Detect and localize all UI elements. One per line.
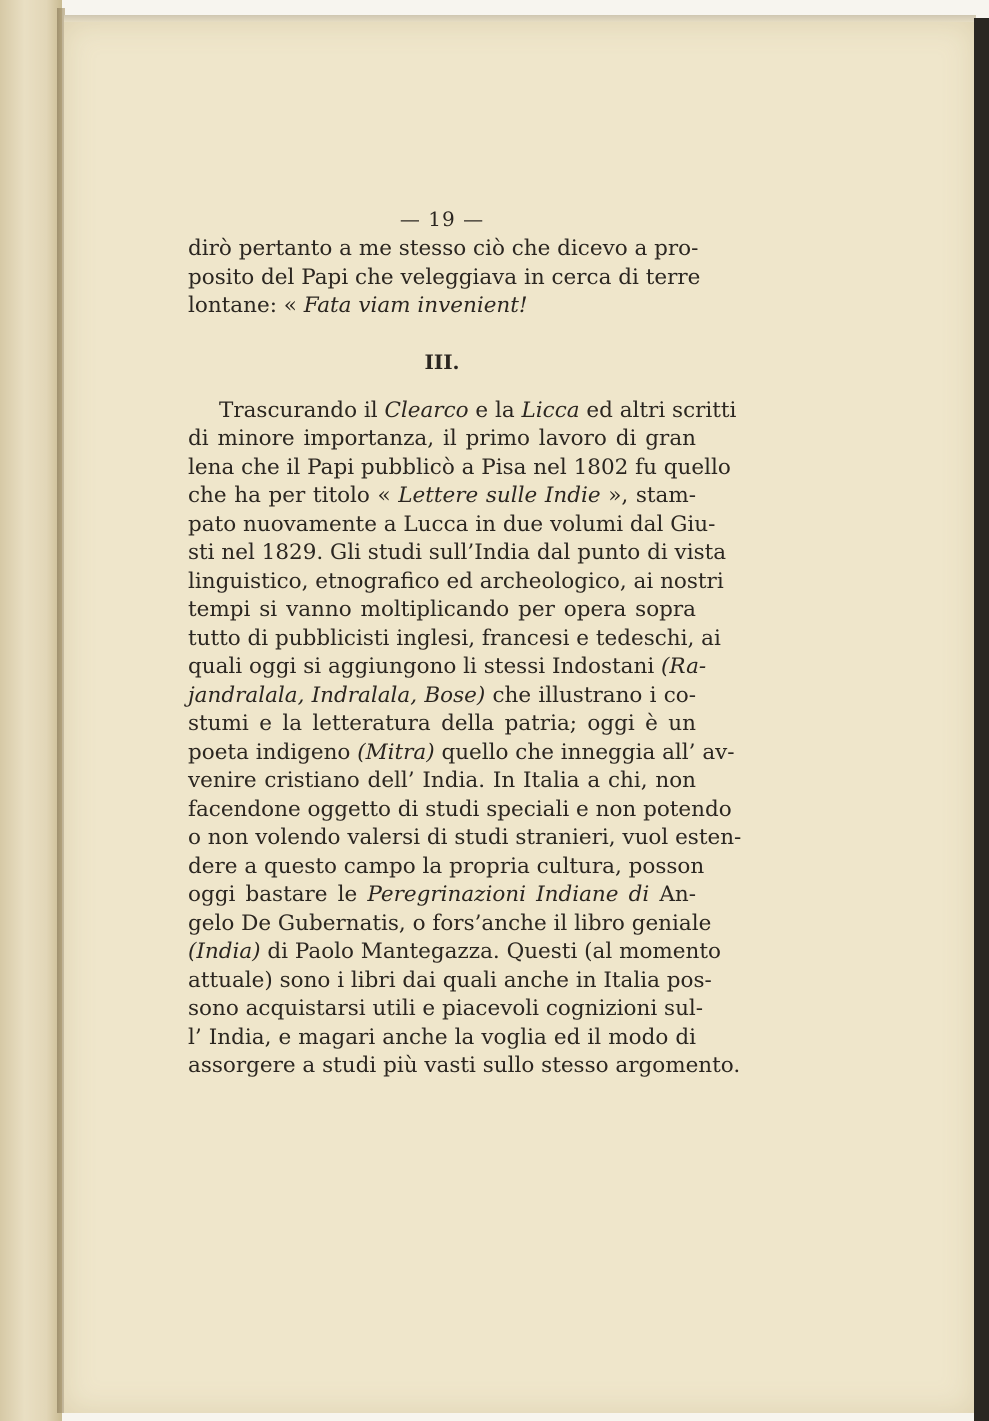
text-span: ed altri scritti	[579, 397, 737, 423]
italic-names: (Ra-	[661, 654, 707, 679]
text-line	[188, 397, 737, 426]
right-edge-shadow	[974, 18, 989, 1421]
text-span: che ha per titolo «	[188, 483, 399, 508]
text-line	[188, 292, 696, 321]
text-span: An-	[649, 882, 696, 907]
text-line: dirò pertanto a me stesso ciò che dicevo a pro-	[188, 236, 699, 261]
text-span: quello che inneggia all’ av-	[434, 739, 735, 765]
page-number: — 19 —	[399, 207, 485, 231]
text-line: di minore importanza, il primo lavoro di gran	[188, 426, 696, 451]
text-span: », stam-	[600, 483, 696, 508]
text-line: pato nuovamente a Lucca in due volumi dal Giu-	[188, 511, 716, 537]
italic-title: Peregrinazioni Indiane di	[367, 882, 650, 907]
text-line: gelo De Gubernatis, o fors’anche il libro geniale	[188, 910, 712, 936]
text-line	[188, 938, 721, 967]
italic-names: (Mitra)	[357, 739, 435, 765]
previous-page-edge	[0, 0, 62, 1421]
text-span: e la	[468, 397, 522, 423]
text-line: o non volendo valersi di studi stranieri, vuol esten-	[188, 825, 742, 850]
text-span: che illustrano i co-	[485, 682, 696, 708]
text-line: linguistico, etnografico ed archeologico, ai nostri	[188, 568, 724, 594]
italic-title: Licca	[521, 397, 580, 423]
text-span: poeta indigeno	[188, 739, 358, 765]
text-line: tempi si vanno moltiplicando per opera sopra	[188, 597, 696, 622]
text-line: stumi e la letteratura della patria; oggi è un	[188, 711, 696, 736]
text-line: l’ India, e magari anche la voglia ed il modo di	[188, 1024, 696, 1050]
text-line	[188, 682, 696, 711]
text-line: assorgere a studi più vasti sullo stesso argomento.	[188, 1053, 741, 1078]
text-line	[188, 653, 707, 682]
text-span: Trascurando il	[219, 397, 385, 423]
italic-title: Clearco	[384, 397, 469, 423]
text-line: sono acquistarsi utili e piacevoli cognizioni sul-	[188, 996, 704, 1021]
text-line	[188, 482, 696, 511]
italic-title: Lettere sulle Indie	[398, 483, 601, 508]
page-text	[188, 205, 742, 1081]
text-line: venire cristiano dell’ India. In Italia a chi, non	[188, 768, 696, 793]
text-span: lontane: «	[188, 293, 304, 318]
text-span: di Paolo Mantegazza. Questi (al momento	[260, 939, 721, 964]
text-span: quali oggi si aggiungono li stessi Indostani	[188, 654, 662, 679]
text-line: dere a questo campo la propria cultura, posson	[188, 853, 705, 879]
text-line: facendone oggetto di studi speciali e non potendo	[188, 796, 732, 822]
italic-quote: Fata viam invenient!	[303, 293, 528, 318]
text-line	[188, 881, 696, 910]
text-line: sti nel 1829. Gli studi sull’India dal punto di vista	[188, 540, 727, 565]
text-line	[188, 739, 735, 768]
italic-names: jandralala, Indralala, Bose)	[188, 682, 486, 708]
text-span: oggi bastare le	[188, 882, 368, 907]
text-line: lena che il Papi pubblicò a Pisa nel 1802 fu quello	[188, 454, 731, 480]
text-line: posito del Papi che veleggiava in cerca di terre	[188, 264, 701, 290]
text-line: attuale) sono i libri dai quali anche in Italia pos-	[188, 967, 712, 993]
section-heading: III.	[424, 349, 460, 374]
italic-title: (India)	[188, 939, 261, 964]
text-line: tutto di pubblicisti inglesi, francesi e tedeschi, ai	[188, 625, 721, 651]
